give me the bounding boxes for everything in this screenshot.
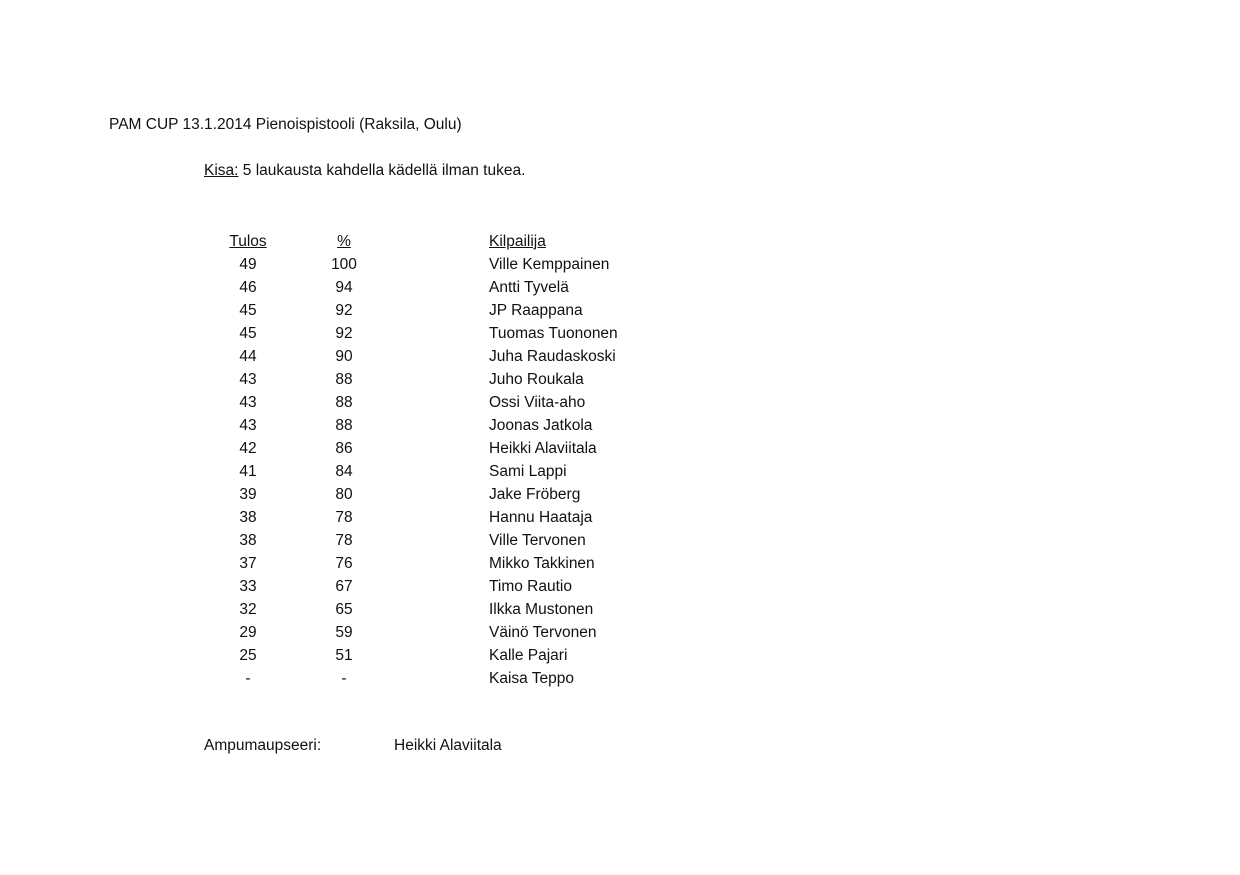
results-rows: [0, 253, 800, 690]
cell-percent: 90: [335, 348, 353, 365]
cell-percent: 88: [335, 371, 353, 388]
cell-competitor: Ilkka Mustonen: [489, 601, 594, 618]
header-score: Tulos: [229, 233, 267, 250]
cell-score: 39: [239, 486, 257, 503]
cell-competitor: Jake Fröberg: [489, 486, 581, 503]
competition-label: Kisa:: [204, 162, 239, 179]
table-row: [0, 368, 800, 391]
cell-competitor: Ville Kemppainen: [489, 256, 610, 273]
header-percent: %: [337, 233, 351, 250]
table-row: [0, 483, 800, 506]
table-row: [0, 414, 800, 437]
cell-competitor: Väinö Tervonen: [489, 624, 597, 641]
cell-percent: 76: [335, 555, 353, 572]
cell-score: 42: [239, 440, 257, 457]
table-row: [0, 575, 800, 598]
cell-percent: 86: [335, 440, 353, 457]
range-officer-name: Heikki Alaviitala: [394, 737, 502, 754]
cell-percent: 78: [335, 532, 353, 549]
cell-competitor: Kalle Pajari: [489, 647, 568, 664]
table-row: [0, 253, 800, 276]
cell-competitor: Sami Lappi: [489, 463, 567, 480]
cell-score: 33: [239, 578, 257, 595]
cell-percent: 88: [335, 394, 353, 411]
cell-competitor: Juho Roukala: [489, 371, 584, 388]
table-row: [0, 552, 800, 575]
cell-score: 43: [239, 371, 257, 388]
cell-percent: 67: [335, 578, 353, 595]
cell-percent: -: [341, 670, 347, 687]
cell-score: 49: [239, 256, 257, 273]
cell-percent: 84: [335, 463, 353, 480]
cell-score: 46: [239, 279, 257, 296]
cell-competitor: Hannu Haataja: [489, 509, 593, 526]
cell-percent: 92: [335, 325, 353, 342]
cell-percent: 80: [335, 486, 353, 503]
cell-percent: 94: [335, 279, 353, 296]
cell-score: -: [245, 670, 251, 687]
table-row: [0, 621, 800, 644]
cell-score: 41: [239, 463, 257, 480]
cell-competitor: Heikki Alaviitala: [489, 440, 597, 457]
cell-score: 45: [239, 302, 257, 319]
table-row: [0, 345, 800, 368]
cell-percent: 78: [335, 509, 353, 526]
table-row: [0, 460, 800, 483]
cell-percent: 65: [335, 601, 353, 618]
cell-competitor: Antti Tyvelä: [489, 279, 569, 296]
cell-competitor: Ville Tervonen: [489, 532, 586, 549]
cell-percent: 92: [335, 302, 353, 319]
cell-score: 38: [239, 509, 257, 526]
competition-description: [204, 162, 525, 180]
table-row: [0, 529, 800, 552]
cell-percent: 51: [335, 647, 353, 664]
cell-percent: 59: [335, 624, 353, 641]
table-row: [0, 598, 800, 621]
cell-competitor: JP Raappana: [489, 302, 583, 319]
cell-competitor: Joonas Jatkola: [489, 417, 593, 434]
document-title: PAM CUP 13.1.2014 Pienoispistooli (Raksila, Oulu): [109, 116, 462, 133]
table-row: [0, 506, 800, 529]
range-officer-label: Ampumaupseeri:: [204, 737, 322, 754]
cell-score: 25: [239, 647, 257, 664]
table-row: [0, 276, 800, 299]
table-row: [0, 299, 800, 322]
header-competitor: Kilpailija: [489, 233, 546, 250]
cell-competitor: Ossi Viita-aho: [489, 394, 586, 411]
table-row: [0, 391, 800, 414]
cell-score: 37: [239, 555, 257, 572]
cell-score: 44: [239, 348, 257, 365]
cell-score: 38: [239, 532, 257, 549]
table-row: [0, 322, 800, 345]
results-header-row: [0, 230, 800, 253]
cell-score: 43: [239, 417, 257, 434]
cell-score: 43: [239, 394, 257, 411]
cell-competitor: Timo Rautio: [489, 578, 572, 595]
cell-competitor: Mikko Takkinen: [489, 555, 595, 572]
cell-competitor: Juha Raudaskoski: [489, 348, 616, 365]
cell-score: 32: [239, 601, 257, 618]
table-row: [0, 667, 800, 690]
cell-competitor: Kaisa Teppo: [489, 670, 575, 687]
cell-score: 45: [239, 325, 257, 342]
results-table: [0, 230, 800, 690]
cell-percent: 88: [335, 417, 353, 434]
cell-competitor: Tuomas Tuononen: [489, 325, 618, 342]
cell-percent: 100: [331, 256, 357, 273]
table-row: [0, 644, 800, 667]
cell-score: 29: [239, 624, 257, 641]
competition-text: 5 laukausta kahdella kädellä ilman tukea.: [238, 162, 526, 179]
table-row: [0, 437, 800, 460]
